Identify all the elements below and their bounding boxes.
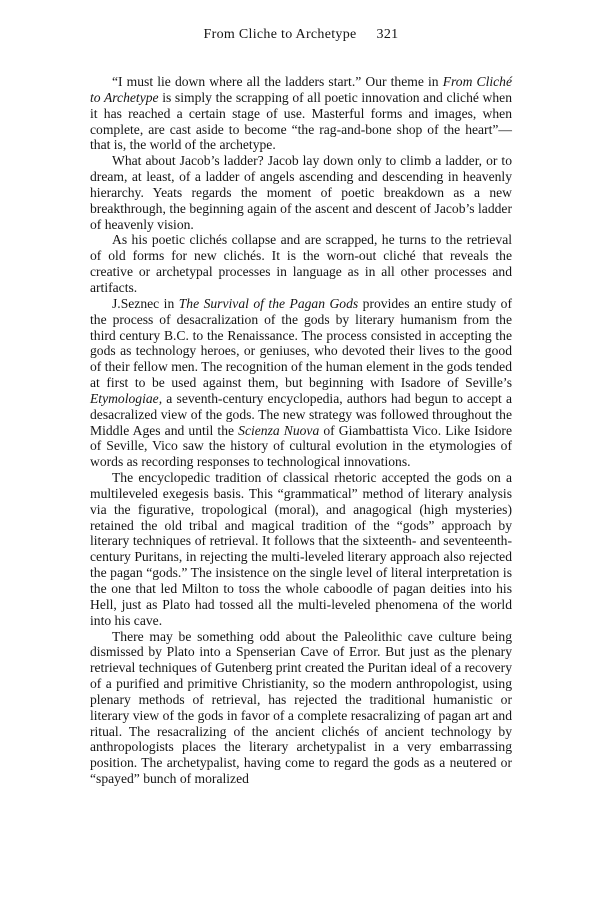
italic-text-run: From Cliché to Archetype	[90, 74, 512, 105]
running-header	[90, 27, 512, 43]
text-run: The encyclopedic tradition of classical rhetoric accepted the gods on a multileveled exegesis basis. This “grammatical” method of literary analysis via the figurative, tropological (moral), and anagogical (high mysteries) retained the old tribal and magical tradition of the “gods” approach by literary techniques of retrieval. It follows that the sixteenth- and seventeenth-century Puritans, in rejecting the multi-leveled literary approach also rejected the pagan “gods.” The insistence on the single level of literal interpretation is the one that led Milton to toss the whole caboodle of pagan deities into his Hell, just as Plato had tossed all the multi-leveled phenomena of the world into his cave.	[90, 470, 512, 628]
paragraph	[90, 153, 512, 232]
page-number: 321	[376, 27, 399, 42]
text-run: of Giambattista Vico. Like Isidore of Seville, Vico saw the history of cultural evolution in the etymologies of words as recording responses to technological innovations.	[90, 422, 512, 470]
text-run: a seventh-century encyclopedia, authors had begun to accept a desacralized view of the gods. The new strategy was followed throughout the Middle Ages and until the	[90, 390, 512, 438]
text-run: provides an entire study of the process of desacralization of the gods by literary humanism from the third century B.C. to the Renaissance. The process consisted in accepting the gods as technology heroes, or geniuses, who devoted their lives to the good of their fellow men. The recognition of the human element in the gods tended at first to be used against them, but beginning with Isadore of Seville’s	[90, 295, 512, 391]
running-header-title: From Cliche to Archetype	[203, 27, 357, 42]
text-run: As his poetic clichés collapse and are scrapped, he turns to the retrieval of old forms for new clichés. It is the worn-out cliché that reveals the creative or archetypal processes in language as in all other processes and artifacts.	[90, 232, 512, 295]
text-run: “I must lie down where all the ladders start.” Our theme in	[112, 74, 443, 89]
text-run: There may be something odd about the Paleolithic cave culture being dismissed by Plato into a Spenserian Cave of Error. But just as the plenary retrieval techniques of Gutenberg print created the Puritan ideal of a recovery of a purified and primitive Christianity, so the modern anthropologist, using plenary methods of retrieval, has rejected the traditional humanistic or literary view of the gods in favor of a complete resacralizing of pagan art and ritual. The resacralizing of the ancient clichés of ancient technology by anthropologists places the literary archetypalist in a very embarrassing position. The archetypalist, having come to regard the gods as a neutered or “spayed” bunch of moralized	[90, 628, 512, 787]
paragraph	[90, 296, 512, 470]
page-body	[90, 74, 512, 787]
italic-text-run: Scienza Nuova	[238, 422, 320, 438]
italic-text-run: The Survival of the Pagan Gods	[178, 295, 359, 311]
paragraph	[90, 74, 512, 153]
italic-text-run: Etymologiae,	[90, 390, 163, 406]
paragraph	[90, 629, 512, 787]
paragraph	[90, 470, 512, 628]
text-run: What about Jacob’s ladder? Jacob lay down only to climb a ladder, or to dream, at least, of a ladder of angels ascending and descending in heavenly hierarchy. Yeats regards the moment of poetic breakdown as a new breakthrough, the beginning again of the ascent and descent of Jacob’s ladder of heavenly vision.	[90, 153, 512, 232]
text-run: J.Seznec in	[112, 295, 179, 311]
text-run: is simply the scrapping of all poetic innovation and cliché when it has reached a certain stage of use. Masterful forms and images, when complete, are cast aside to become “the rag-and-bone shop of the heart”—that is, the world of the archetype.	[90, 89, 512, 153]
paragraph	[90, 232, 512, 295]
